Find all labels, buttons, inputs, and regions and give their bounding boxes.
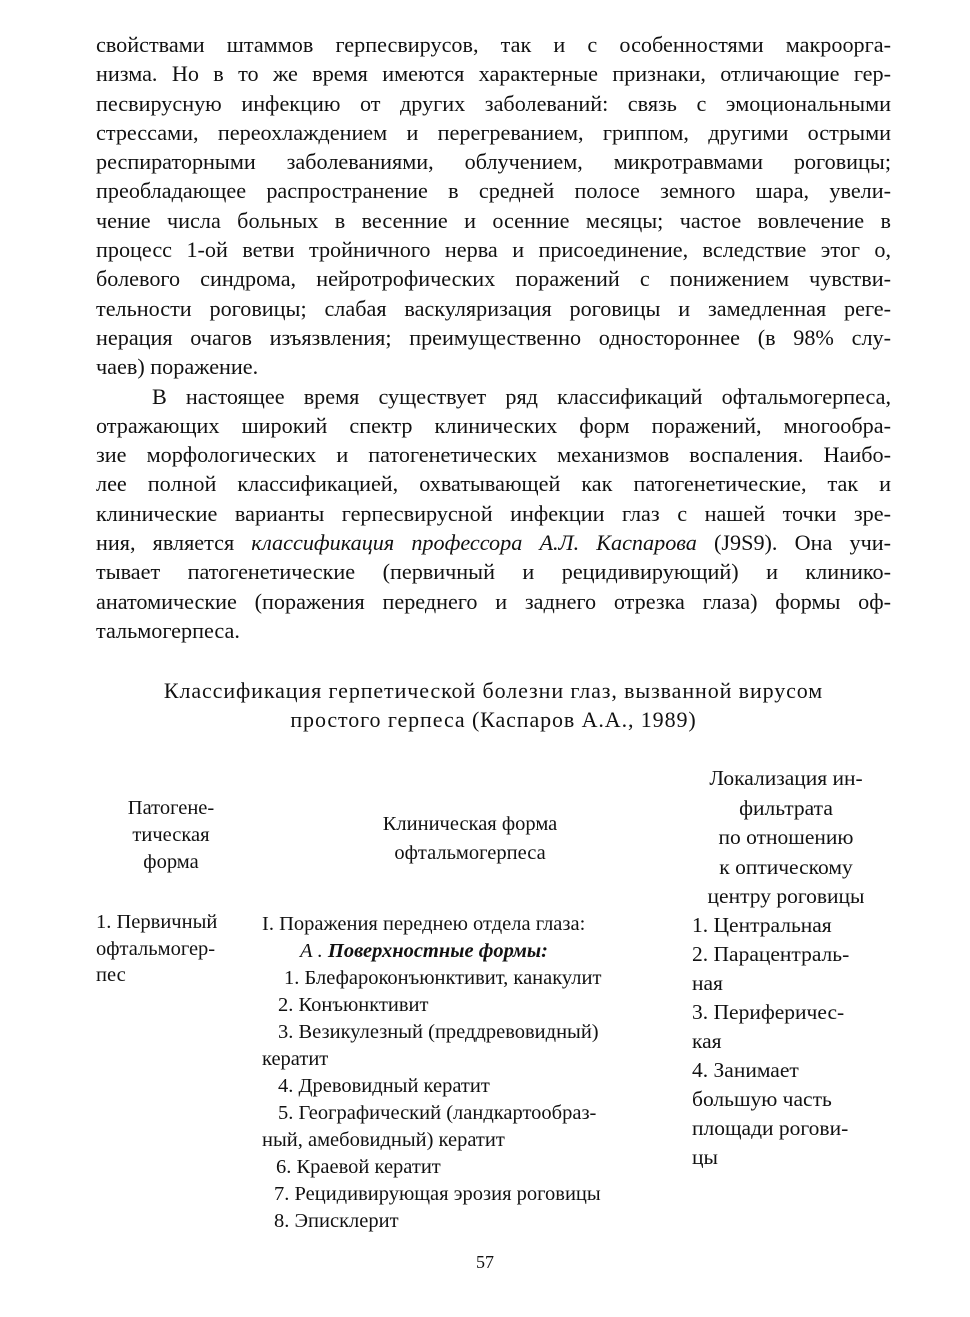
text-line: отражающих широкий спектр клинических форм поражений, многообра- xyxy=(96,412,891,438)
header-line: форма xyxy=(143,851,199,873)
cell-line: офтальмогер- xyxy=(96,937,216,960)
list-item: 8. Эписклерит xyxy=(274,1210,399,1232)
subsection-heading xyxy=(262,938,662,965)
text-line: процесс 1-ой ветви тройничного нерва и присоединение, вследствие этог о, xyxy=(96,237,891,263)
list-item: 4. Древовидный кератит xyxy=(278,1075,490,1097)
header-clinical-form xyxy=(330,810,610,868)
header-line: Патогене- xyxy=(127,797,215,819)
text-line: зие морфологических и патогенетических механизмов воспаления. Наибо- xyxy=(96,442,891,468)
text-line: песвирусную инфекцию от других заболеваний: связь с эмоциональными xyxy=(96,90,891,116)
list-item: 3. Периферичес- xyxy=(692,1000,845,1024)
text-line: клинические варианты герпесвирусной инфекции глаз с нашей точки зре- xyxy=(96,500,891,526)
paragraph-2 xyxy=(96,382,891,646)
text-line: низма. Но в то же время имеются характерные признаки, отличающие гер- xyxy=(96,61,891,87)
caption-line: Классификация герпетической болезни глаз, вызванной вирусом xyxy=(163,678,824,703)
list-item: 3. Везикулезный (преддревовидный) xyxy=(278,1021,599,1043)
text-line: преобладающее распространение в средней полосе земного шара, увели- xyxy=(96,178,891,204)
cell-localization xyxy=(692,911,892,1172)
classification-reference: классификация профессора А.Л. Каспарова xyxy=(251,530,697,556)
list-item: кератит xyxy=(262,1048,329,1070)
text-line: В настоящее время существует ряд классификаций офтальмогерпеса, xyxy=(152,383,891,409)
header-line: Клиническая форма xyxy=(382,813,558,835)
text-line: тельности роговицы; слабая васкуляризация роговицы и замедленная реге- xyxy=(96,295,891,321)
text-line: свойствами штаммов герпесвирусов, так и с особенностями макроорга- xyxy=(96,32,891,57)
text-line: лее полной классификацией, охватывающей как патогенетические, так и xyxy=(96,471,891,497)
list-item: площади рогови- xyxy=(692,1116,849,1140)
list-item: 5. Географический (ландкартообраз- xyxy=(278,1102,597,1124)
list-item: 1. Центральная xyxy=(692,913,832,937)
text-line: респираторными заболеваниями, облучением, микротравмами роговицы; xyxy=(96,149,891,175)
subsection-prefix: А . xyxy=(300,940,323,962)
list-item: 1. Блефароконъюнктивит, канакулит xyxy=(284,967,602,989)
header-localization xyxy=(686,764,886,912)
table-caption xyxy=(96,676,891,734)
text-line: чение числа больных в весенние и осенние месяцы; частое вовлечение в xyxy=(96,207,891,233)
body-text xyxy=(96,30,891,645)
list-item: 2. Парацентраль- xyxy=(692,942,850,966)
paragraph-1 xyxy=(96,30,891,382)
list-item: 6. Краевой кератит xyxy=(276,1156,441,1178)
text-line: тывает патогенетические (первичный и рецидивирующий) и клинико- xyxy=(96,559,891,585)
header-line: к оптическому xyxy=(719,854,853,879)
list-item: 4. Занимает xyxy=(692,1058,799,1082)
list-item: 7. Рецидивирующая эрозия роговицы xyxy=(274,1183,601,1205)
list-item: ная xyxy=(692,971,723,995)
page-number: 57 xyxy=(476,1252,494,1272)
list-item: кая xyxy=(692,1029,722,1053)
list-item: ный, амебовидный) кератит xyxy=(262,1129,505,1151)
caption-line: простого герпеса (Каспаров А.А., 1989) xyxy=(290,707,697,732)
text-line xyxy=(96,528,891,557)
header-line: Локализация ин- xyxy=(709,766,863,790)
text-line: болевого синдрома, нейротрофических поражений с понижением чувстви- xyxy=(96,266,891,292)
cell-line: 1. Первичный xyxy=(96,911,218,933)
list-item: большую часть xyxy=(692,1087,832,1111)
header-line: по отношению xyxy=(718,825,854,849)
header-line: офтальмогерпеса xyxy=(394,842,546,864)
text-line: чаев) поражение. xyxy=(96,354,259,380)
header-line: центру роговицы xyxy=(707,884,865,908)
header-line: тическая xyxy=(132,824,210,846)
list-item: 2. Конъюнктивит xyxy=(278,994,429,1016)
subsection-label: Поверхностные формы: xyxy=(327,940,548,962)
header-line: фильтрата xyxy=(739,795,833,820)
header-pathogenetic-form xyxy=(96,795,246,876)
section-heading: I. Поражения переднею отдела глаза: xyxy=(262,913,586,935)
cell-line: пес xyxy=(96,964,126,987)
text-line: нерация очагов изъязвления; преимущественно одностороннее (в 98% слу- xyxy=(96,324,891,350)
list-item: цы xyxy=(692,1145,718,1169)
text-line: анатомические (поражения переднего и заднего отрезка глаза) формы оф- xyxy=(96,588,891,614)
text-line: стрессами, переохлаждением и перегреванием, гриппом, другими острыми xyxy=(96,119,891,145)
text-fragment: ния, является xyxy=(96,530,252,556)
cell-pathogenetic-form xyxy=(96,909,246,989)
text-line: тальмогерпеса. xyxy=(96,617,240,643)
text-fragment: (J9S9). Она учи- xyxy=(696,530,891,556)
cell-clinical-form xyxy=(262,911,662,1235)
